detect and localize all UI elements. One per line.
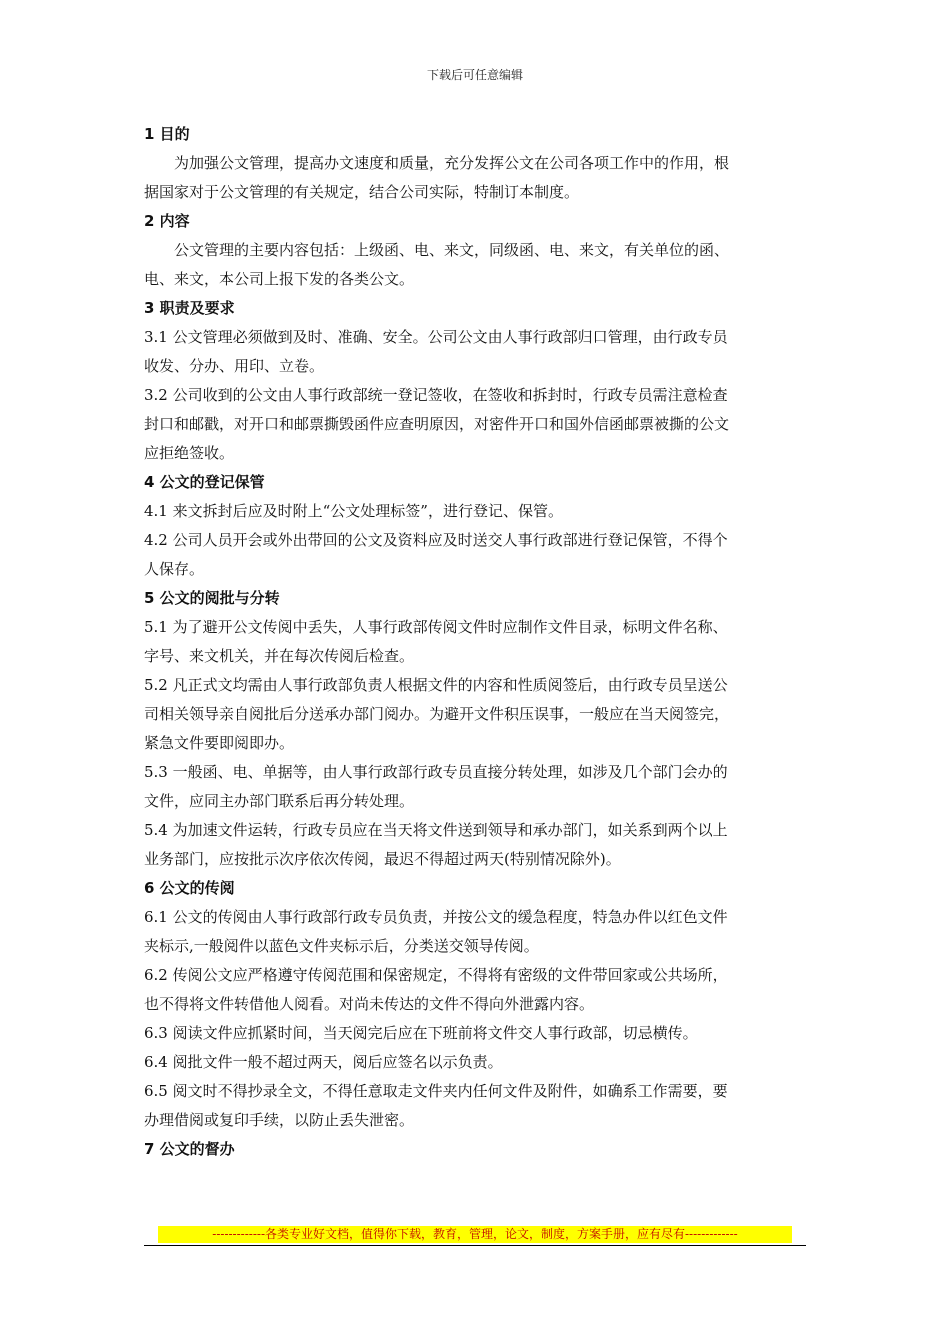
section (144, 584, 804, 874)
paragraph (144, 323, 804, 381)
paragraph-line: 3.2 公司收到的公文由人事行政部统一登记签收，在签收和拆封时，行政专员需注意检查 (144, 386, 728, 404)
document-body (144, 120, 804, 1164)
paragraph-line: 公文管理的主要内容包括：上级函、电、来文，同级函、电、来文，有关单位的函、 (144, 241, 730, 259)
paragraph-line: 人保存。 (144, 560, 205, 578)
paragraph (144, 613, 804, 671)
paragraph-line: 收发、分办、用印、立卷。 (144, 357, 325, 375)
paragraph-line: 电、来文，本公司上报下发的各类公文。 (144, 270, 415, 288)
section-heading: 4 公文的登记保管 (144, 473, 265, 491)
section (144, 294, 804, 468)
paragraph-line: 6.2 传阅公文应严格遵守传阅范围和保密规定，不得将有密级的文件带回家或公共场所， (144, 966, 728, 984)
paragraph-line: 封口和邮戳，对开口和邮票撕毁函件应查明原因，对密件开口和国外信函邮票被撕的公文 (144, 415, 730, 433)
section-heading: 6 公文的传阅 (144, 879, 235, 897)
paragraph-line: 4.1 来文拆封后应及时附上“公文处理标签”，进行登记、保管。 (144, 502, 563, 520)
paragraph (144, 671, 804, 758)
paragraph-line: 5.1 为了避开公文传阅中丢失，人事行政部传阅文件时应制作文件目录，标明文件名称、 (144, 618, 728, 636)
paragraph-line: 3.1 公文管理必须做到及时、准确、安全。公司公文由人事行政部归口管理，由行政专员 (144, 328, 728, 346)
page-footer (144, 1226, 806, 1246)
paragraph (144, 961, 804, 1019)
section (144, 120, 804, 207)
paragraph (144, 149, 804, 207)
paragraph-line: 夹标示,一般阅件以蓝色文件夹标示后，分类送交领导传阅。 (144, 937, 539, 955)
section-heading: 2 内容 (144, 212, 190, 230)
section (144, 468, 804, 584)
section (144, 207, 804, 294)
section-heading: 7 公文的督办 (144, 1140, 235, 1158)
paragraph (144, 526, 804, 584)
paragraph (144, 497, 804, 526)
footer-banner: -------------各类专业好文档，值得你下载，教育，管理，论文，制度，方案手册，应有尽有------------- (158, 1226, 792, 1243)
paragraph-line: 5.4 为加速文件运转，行政专员应在当天将文件送到领导和承办部门，如关系到两个以上 (144, 821, 728, 839)
paragraph-line: 司相关领导亲自阅批后分送承办部门阅办。为避开文件积压误事，一般应在当天阅签完， (144, 705, 730, 723)
section-heading: 3 职责及要求 (144, 299, 235, 317)
paragraph (144, 816, 804, 874)
paragraph-line: 5.2 凡正式文均需由人事行政部负责人根据文件的内容和性质阅签后，由行政专员呈送公 (144, 676, 728, 694)
paragraph-line: 6.1 公文的传阅由人事行政部行政专员负责，并按公文的缓急程度，特急办件以红色文件 (144, 908, 728, 926)
paragraph-line: 应拒绝签收。 (144, 444, 235, 462)
paragraph-line: 6.4 阅批文件一般不超过两天，阅后应签名以示负责。 (144, 1053, 503, 1071)
paragraph (144, 903, 804, 961)
footer-divider (144, 1245, 806, 1246)
paragraph (144, 381, 804, 468)
paragraph-line: 办理借阅或复印手续，以防止丢失泄密。 (144, 1111, 415, 1129)
paragraph (144, 1077, 804, 1135)
section-heading: 1 目的 (144, 125, 190, 143)
section (144, 1135, 804, 1164)
paragraph-line: 为加强公文管理，提高办文速度和质量，充分发挥公文在公司各项工作中的作用，根 (144, 154, 730, 172)
paragraph-line: 4.2 公司人员开会或外出带回的公文及资料应及时送交人事行政部进行登记保管，不得个 (144, 531, 728, 549)
section (144, 874, 804, 1135)
paragraph-line: 6.3 阅读文件应抓紧时间，当天阅完后应在下班前将文件交人事行政部，切忌横传。 (144, 1024, 698, 1042)
paragraph (144, 1019, 804, 1048)
section-heading: 5 公文的阅批与分转 (144, 589, 280, 607)
paragraph-line: 据国家对于公文管理的有关规定，结合公司实际，特制订本制度。 (144, 183, 580, 201)
paragraph (144, 236, 804, 294)
paragraph-line: 5.3 一般函、电、单据等，由人事行政部行政专员直接分转处理，如涉及几个部门会办的 (144, 763, 728, 781)
paragraph-line: 6.5 阅文时不得抄录全文，不得任意取走文件夹内任何文件及附件，如确系工作需要，要 (144, 1082, 728, 1100)
paragraph (144, 1048, 804, 1077)
paragraph-line: 业务部门，应按批示次序依次传阅，最迟不得超过两天(特别情况除外)。 (144, 850, 621, 868)
paragraph (144, 758, 804, 816)
paragraph-line: 也不得将文件转借他人阅看。对尚未传达的文件不得向外泄露内容。 (144, 995, 595, 1013)
paragraph-line: 紧急文件要即阅即办。 (144, 734, 295, 752)
page-header-watermark: 下载后可任意编辑 (426, 68, 523, 82)
paragraph-line: 文件，应同主办部门联系后再分转处理。 (144, 792, 415, 810)
paragraph-line: 字号、来文机关，并在每次传阅后检查。 (144, 647, 415, 665)
